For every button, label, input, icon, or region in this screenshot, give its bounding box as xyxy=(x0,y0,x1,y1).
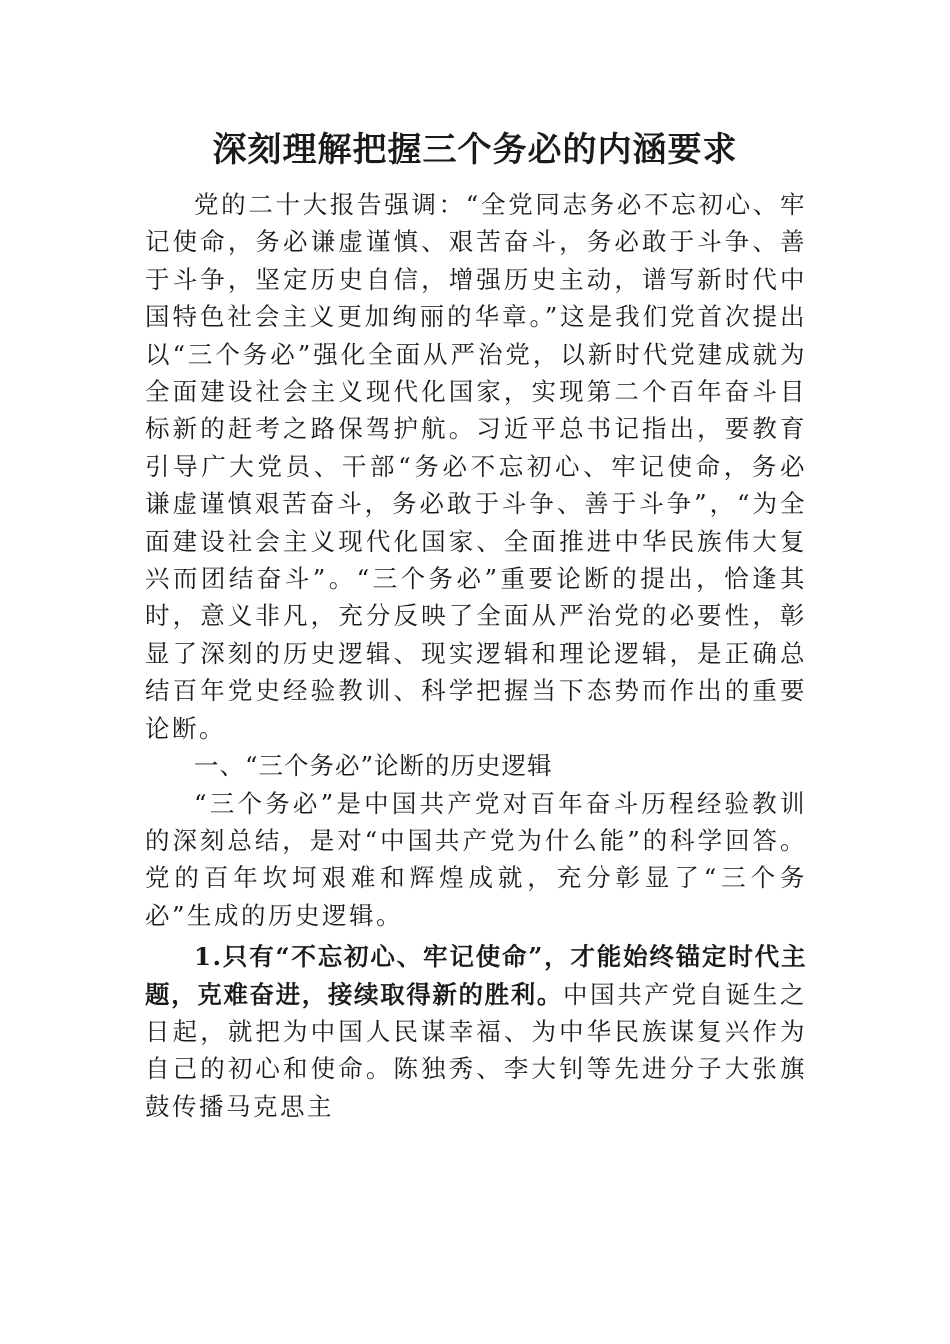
point-lead-sentence: 1.只有“不忘初心、牢记使命”，才能始终锚定时代主题，克难奋进，接续取得新的胜利。 xyxy=(145,942,807,1009)
document-title: 深刻理解把握三个务必的内涵要求 xyxy=(212,130,738,170)
point-paragraph xyxy=(145,938,807,1125)
section-heading: 一、“三个务必”论断的历史逻辑 xyxy=(194,751,553,781)
document-body xyxy=(145,186,807,1125)
section-paragraph: “三个务必”是中国共产党对百年奋斗历程经验教训的深刻总结，是对“中国共产党为什么能”的科学回答。党的百年坎坷艰难和辉煌成就，充分彰显了“三个务必”生成的历史逻辑。 xyxy=(145,788,807,930)
intro-paragraph: 党的二十大报告强调：“全党同志务必不忘初心、牢记使命，务必谦虚谨慎、艰苦奋斗，务必敢于斗争、善于斗争，坚定历史自信，增强历史主动，谱写新时代中国特色社会主义更加绚丽的华章。”这是我们党首次提出以“三个务必”强化全面从严治党，以新时代党建成就为全面建设社会主义现代化国家，实现第二个百年奋斗目标新的赶考之路保驾护航。习近平总书记指出，要教育引导广大党员、干部“务必不忘初心、牢记使命，务必谦虚谨慎艰苦奋斗，务必敢于斗争、善于斗争”，“为全面建设社会主义现代化国家、全面推进中华民族伟大复兴而团结奋斗”。“三个务必”重要论断的提出，恰逢其时，意义非凡，充分反映了全面从严治党的必要性，彰显了深刻的历史逻辑、现实逻辑和理论逻辑，是正确总结百年党史经验教训、科学把握当下态势而作出的重要论断。 xyxy=(145,190,807,743)
point-body-text: 中国共产党自诞生之日起，就把为中国人民谋幸福、为中华民族谋复兴作为自己的初心和使命。陈独秀、李大钊等先进分子大张旗鼓传播马克思主 xyxy=(145,979,807,1121)
